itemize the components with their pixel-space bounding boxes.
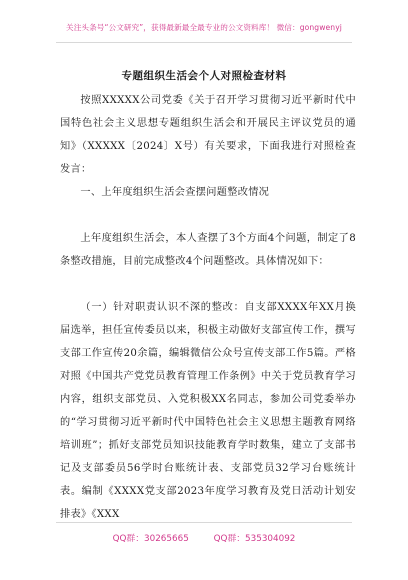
footer [0, 531, 408, 544]
footer-divider [56, 522, 352, 523]
header-banner: 关注头条号“公文研究”，获得最新最全最专业的公文资料库！ 微信：gongwenyj [66, 23, 342, 32]
item-paragraph: （一）针对职责认识不深的整改：自支部XXXX年XX月换届选举，担任宣传委员以来，积极主动做好支部宣传工作，撰写支部工作宣传20余篇，编辑微信公众号宣传支部工作5篇。严格对照《中国共产党党员教育管理工作条例》中关于党员教育学习内容，组织支部党员、入党积极XX名同志，参加公司党委举办的“学习贯彻习近平新时代中国特色社会主义思想主题教育网络培训班”；抓好支部党员知识技能教育学时数集，建立了支部书记及支部委员56学时台账统计表、支部党员32学习台账统计表。编制《XXXX党支部2023年度学习教育及党日活动计划安排表》《XXX [60, 302, 356, 520]
section-body-paragraph: 上年度组织生活会，本人查摆了3个方面4个问题，制定了8条整改措施，目前完成整改4个问题整改。具体情况如下： [60, 233, 356, 267]
header-divider [56, 42, 352, 43]
document-title: 专题组织生活会个人对照检查材料 [121, 70, 287, 82]
section-heading: 一、上年度组织生活会查摆问题整改情况 [80, 187, 270, 198]
intro-paragraph: 按照XXXXX公司党委《关于召开学习贯彻习近平新时代中国特色社会主义思想专题组织生活会和开展民主评议党员的通知》（XXXXX〔2024〕X号）有关要求，下面我进行对照检查发言： [60, 95, 356, 175]
footer-qq-group-1: QQ群：30265665 [112, 534, 189, 544]
footer-qq-group-2: QQ群：535304092 [213, 534, 296, 544]
